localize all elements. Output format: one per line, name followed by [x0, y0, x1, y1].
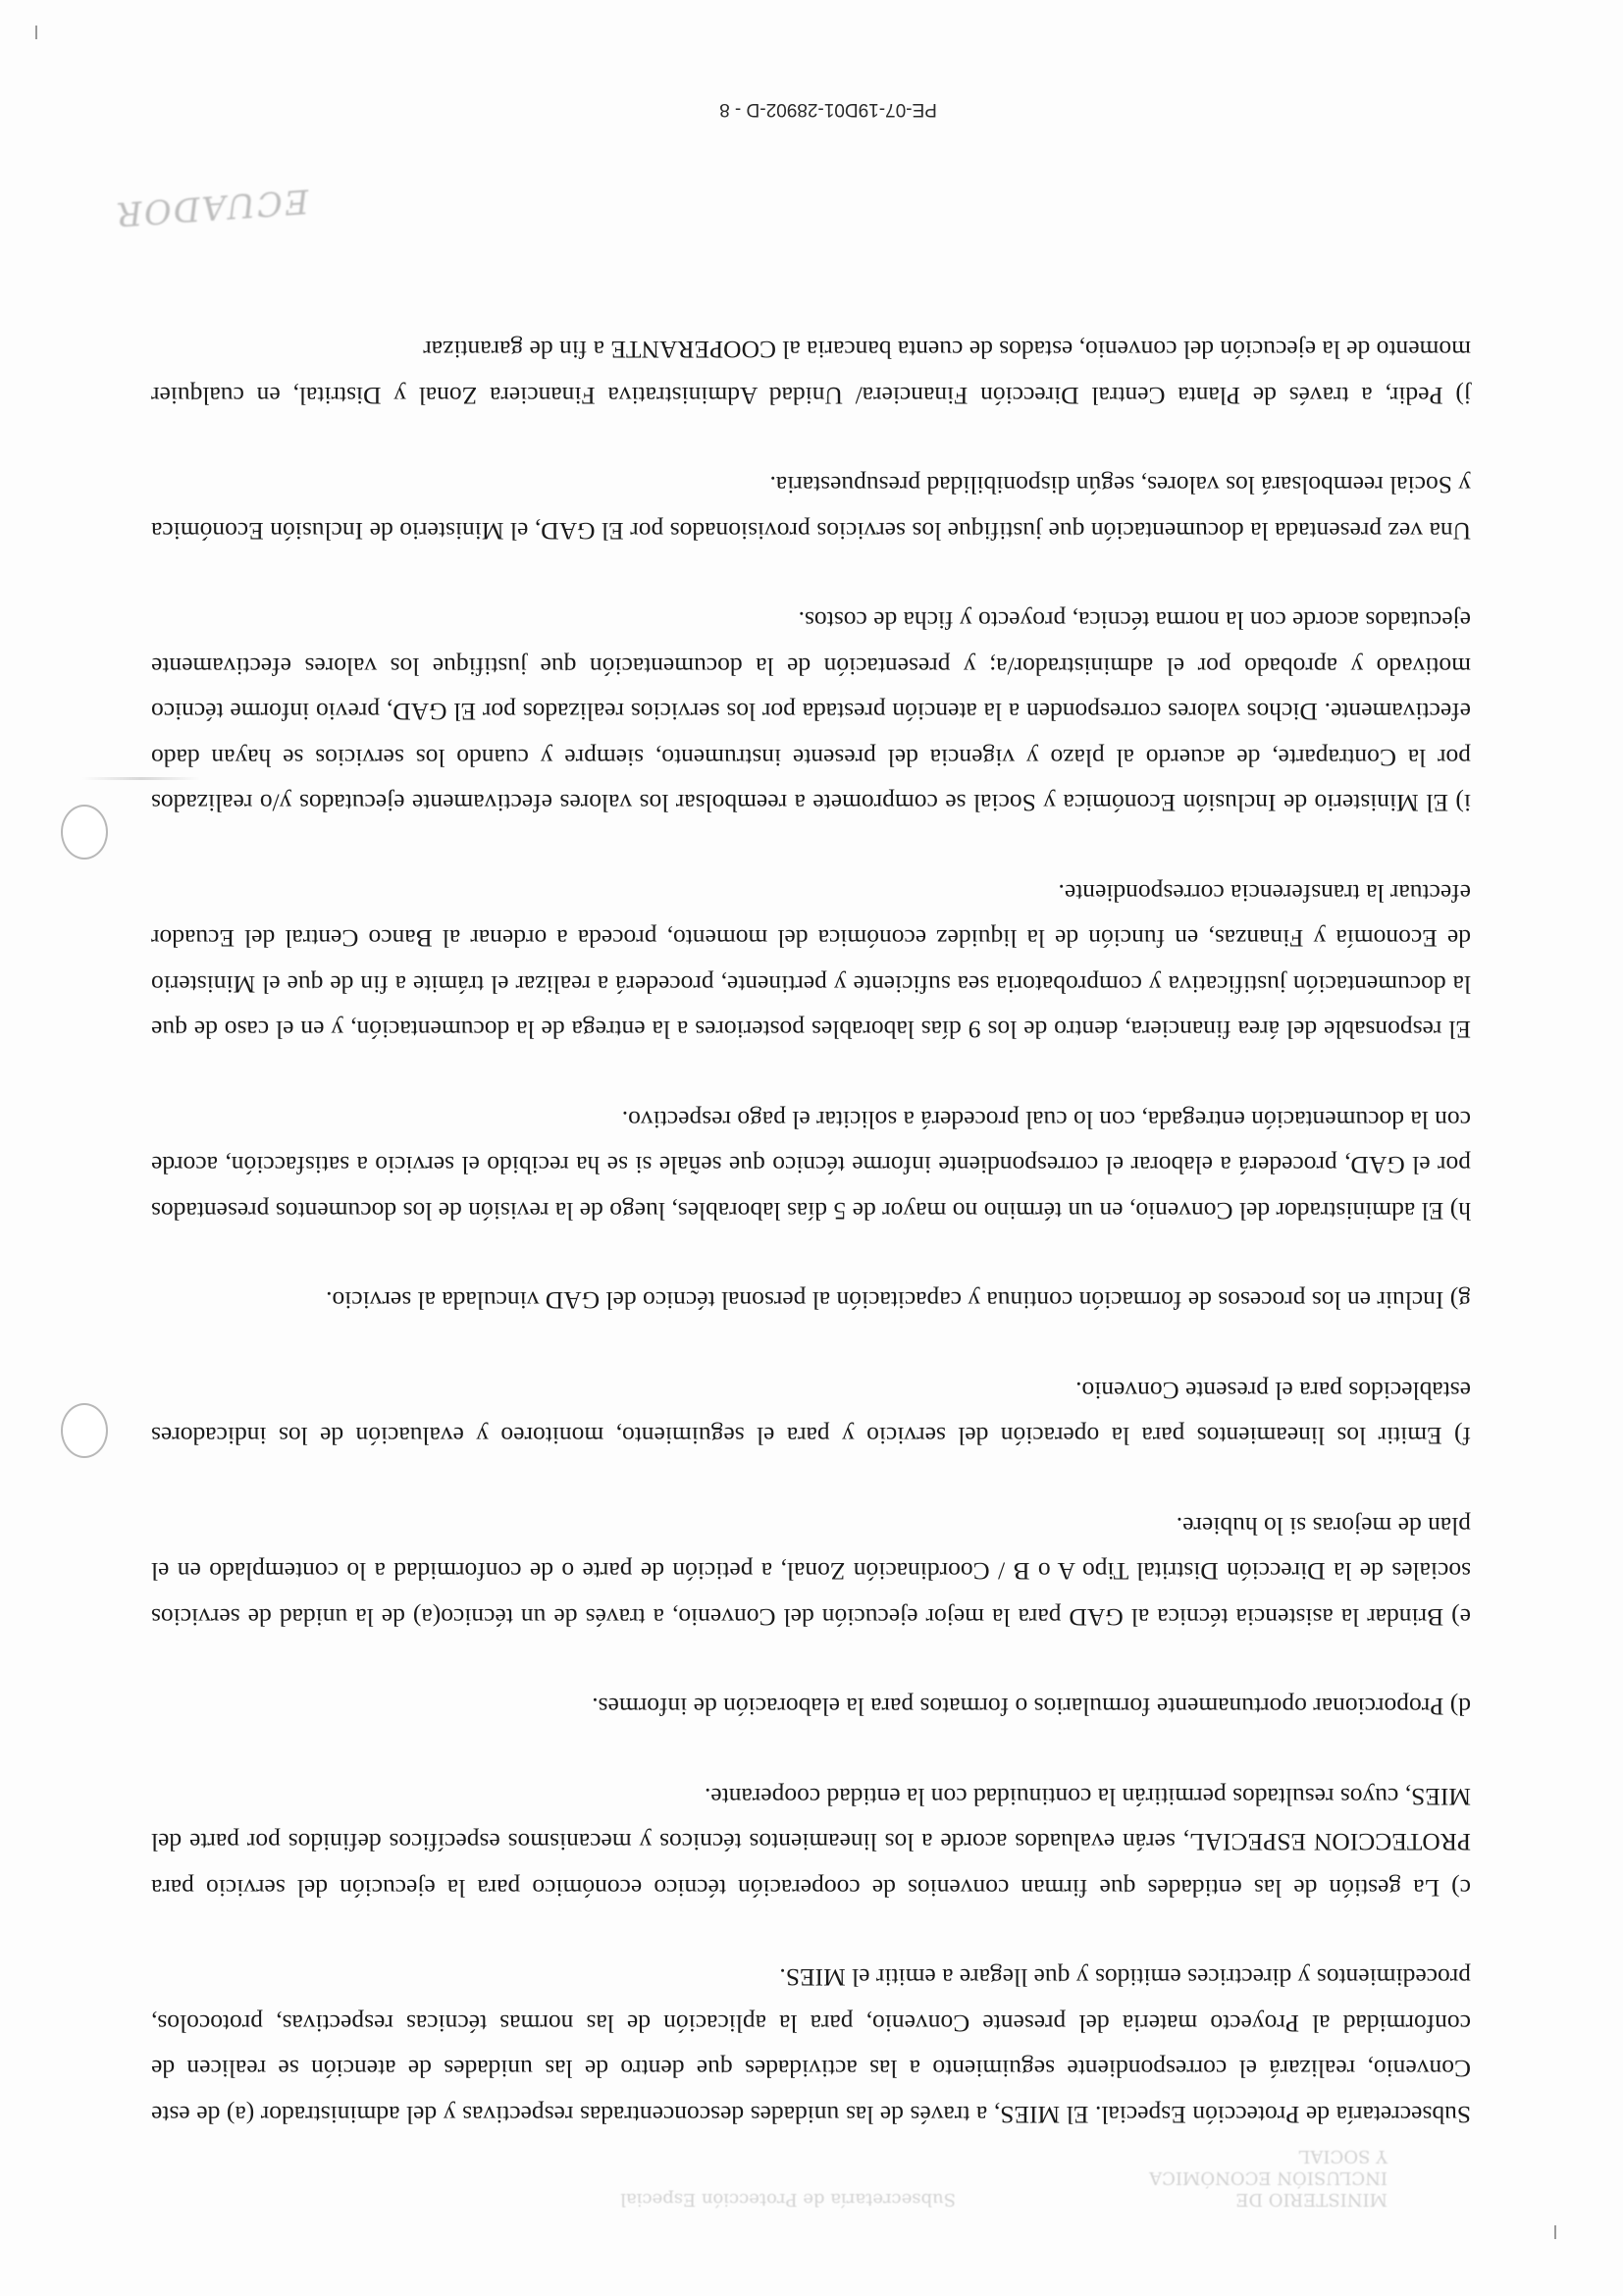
paragraph-e: e) Brindar la asistencia técnica al GAD para la mejor ejecución del Convenio, a través de un técnico(a) de la unidad de servicios sociales de la Dirección Distrital Tipo A o B / Coordinación Zonal, a petición de parte o de conformidad a lo contemplado en el plan de mejoras si lo hubiere.	[151, 1512, 1471, 1632]
scan-edge-mark	[1554, 2225, 1556, 2239]
paragraph-continuation: Subsecretaría de Protección Especial. El MIES, a través de las unidades desconcentradas respectivas y del administrador (a) de este Convenio, realizará el correspondiente seguimiento a las actividades que dentro de las unidades de atención se realicen de conformidad al Proyecto materia del presente Convenio, para la aplicación de las normas técnicas respectivas, protocolos, procedimientos y directrices emitidos y que llegare a emitir el MIES.	[151, 1963, 1471, 2129]
faded-stamp: ECUADOR	[113, 181, 310, 235]
faded-letterhead-right: Subsecretaría de Protección Especial	[620, 2189, 956, 2210]
paragraph-h: h) El administrador del Convenio, en un término no mayor de 5 días laborables, luego de la revisión de los documentos presentados por el GAD, procederá a elaborar el correspondiente informe técnico que señale si se ha recibido el servicio a satisfacción, acorde con la documentación entregada, con lo cual procederá a solicitar el pago respectivo.	[151, 1106, 1471, 1226]
paragraph-reimbursement: Una vez presentada la documentación que justifique los servicios provisionados por El GAD, el Ministerio de Inclusión Económica y Social reembolsará los valores, según disponibilidad presupuestaria.	[151, 471, 1471, 546]
paragraph-f: f) Emitir los lineamientos para la operación del servicio y para el seguimiento, monitoreo y evaluación de los indicadores establecidos para el presente Convenio.	[151, 1377, 1471, 1451]
paragraph-i: i) El Ministerio de Inclusión Económica y Social se compromete a reembolsar los valores efectivamente ejecutados y/o realizados por la Contraparte, de acuerdo al plazo y vigencia del presente instrumento, siempre y cuando los servicios se hayan dado efectivamente. Dichos valores corresponden a la atención prestada por los servicios realizados por El GAD, previo informe técnico motivado y aprobado por el administrador/a; y presentación de la documentación que justifique los valores efectivamente ejecutados acorde con la norma técnica, proyecto y ficha de costos.	[151, 606, 1471, 818]
paragraph-c: c) La gestión de las entidades que firman convenios de cooperación técnico económico para la ejecución del servicio para PROTECCION ESPECIAL, serán evaluados acorde a los lineamientos técnicos y mecanismos específicos definidos por parte del MIES, cuyos resultados permitirán la continuidad con la entidad cooperante.	[151, 1783, 1471, 1903]
punch-hole	[61, 805, 108, 860]
paragraph-d: d) Proporcionar oportunamente formularios o formatos para la elaboración de informes.	[592, 1693, 1471, 1722]
faded-letterhead	[406, 2146, 1387, 2210]
scan-edge-mark	[35, 26, 37, 39]
paragraph-financial: El responsable del área financiera, dentro de los 9 días laborables posteriores a la entrega de la documentación, y en el caso de que la documentación justificativa y comprobatoria sea suficiente y pertinente, procederá a realizar el trámite a fin de que el Ministerio de Economía y Finanzas, en función de la liquidez económica del momento, proceda a ordenar al Banco Central del Ecuador efectuar la transferencia correspondiente.	[151, 879, 1471, 1045]
paragraph-g: g) Incluir en los procesos de formación continua y capacitación al personal técnico del GAD vinculada al servicio.	[326, 1286, 1471, 1316]
document-code: PE-07-19D01-28902-D - 8	[719, 99, 937, 120]
punch-hole	[61, 1403, 108, 1458]
faded-letterhead-left: MINISTERIO DE INCLUSIÓN ECONÓMICA Y SOCIAL	[1149, 2146, 1387, 2210]
scan-shadow	[82, 777, 200, 780]
paragraph-j: j) Pedir, a través de Planta Central Dirección Financiera/ Unidad Administrativa Financiera Zonal y Distrital, en cualquier momento de la ejecución del convenio, estados de cuenta bancaria al COOPERANTE a fin de garantizar	[151, 336, 1471, 410]
document-body	[151, 283, 1471, 2137]
